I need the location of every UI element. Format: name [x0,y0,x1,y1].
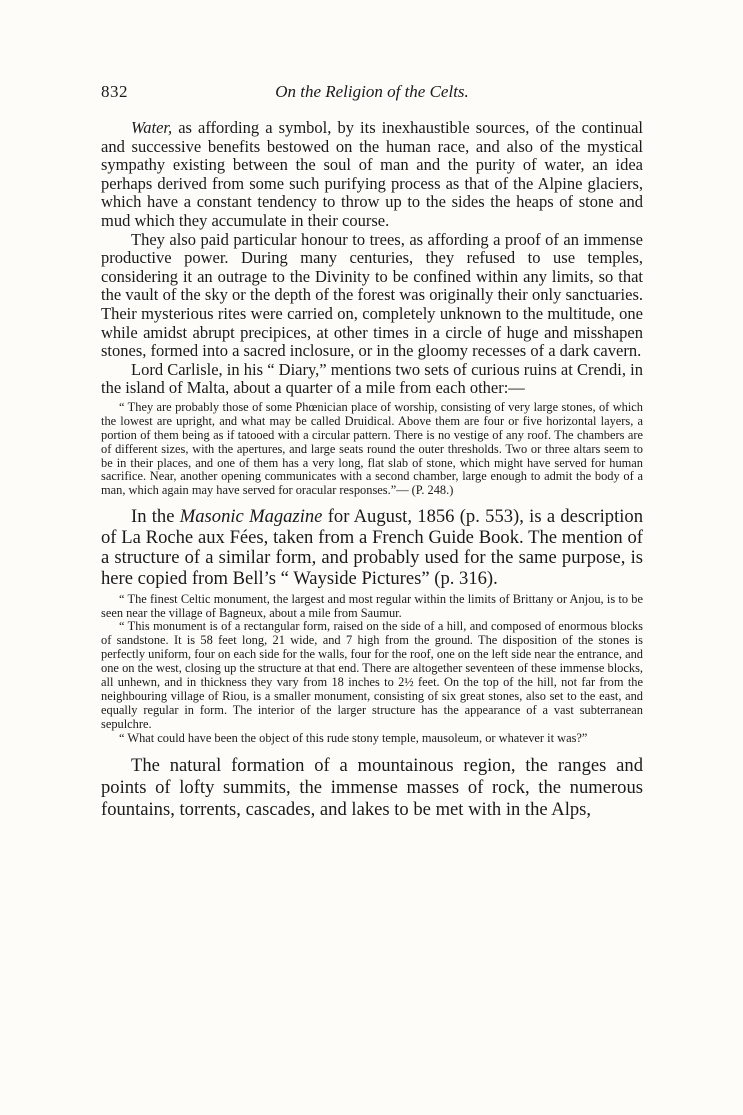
bell-quote-paragraph: “ What could have been the object of this rude stony temple, mausoleum, or whatever it was?” [119,730,588,745]
masonic-prefix: In the [131,506,180,528]
page-body [101,119,643,821]
page-header [101,82,643,104]
page-number: 832 [101,82,128,101]
carlisle-quote: “ They are probably those of some Phœnician place of worship, consisting of very large stones, of which the lowest are upright, and what may be called Druidical. Above them are four or five horizontal layers, a portion of them being as if tatooed with a circular pattern. There is no vestige of any roof. The chambers are of different sizes, with the apertures, and large seats round the outer thresholds. Two or three altars seem to be in their places, and one of them has a very long, flat slab of stone, which might have served for human sacrifice. Near, another opening communicates with a second chamber, large enough to admit the body of a man, which again may have served for oracular responses.”— (P. 248.) [101,399,643,498]
paragraph-water [101,119,643,231]
bell-quote-paragraph: “ The finest Celtic monument, the largest and most regular within the limits of Brittany or Anjou, is to be seen near the village of Bagneux, about a mile from Saumur. [101,591,643,620]
bell-quote-paragraph: “ This monument is of a rectangular form, raised on the side of a hill, and composed of enormous blocks of sandstone. It is 58 feet long, 21 wide, and 7 high from the ground. The disposition of the stones is perfectly uniform, four on each side for the walls, four for the roof, one on the left side near the entrance, and one on the west, closing up the structure at that end. There are altogether seventeen of these immense blocks, all unhewn, and in thickness they vary from 18 inches to 2½ feet. On the top of the hill, not far from the neighbouring village of Riou, is a smaller monument, consisting of six great stones, also set to the east, and equally regular in form. The interior of the larger structure has the appearance of a vast subterranean sepulchre. [101,619,643,731]
running-title: On the Religion of the Celts. [275,82,469,101]
alps-text: The natural formation of a mountainous region, the ranges and points of lofty summits, the immense masses of rock, the numerous fountains, torrents, cascades, and lakes to be met with in the Alps, [101,754,643,820]
water-lead-word: Water, [131,118,173,137]
bell-quote-block [101,593,643,746]
masonic-text: for August, 1856 (p. 553), is a description of La Roche aux Fées, taken from a French Guide Book. The mention of a structure of a similar form, and probably used for the same purpose, is here copied from Bell’s “ Wayside Pictures” (p. 316). [101,506,643,590]
water-text: as affording a symbol, by its inexhaustible sources, of the continual and successive benefits bestowed on the human race, and also of the mystical sympathy existing between the soul of man and the purity of water, an idea perhaps derived from some such purifying process as that of the Alpine glaciers, which have a constant tendency to throw up to the sides the heaps of stone and mud which they accumulate in their course. [101,118,643,230]
paragraph-trees: They also paid particular honour to trees, as affording a proof of an immense productive power. During many centuries, they refused to use temples, considering it an outrage to the Divinity to be confined within any limits, so that the vault of the sky or the depth of the forest was originally their only sanctuaries. Their mysterious rites were carried on, completely unknown to the multitude, one while amidst abrupt precipices, at other times in a circle of huge and misshapen stones, formed into a sacred inclosure, or in the gloomy recesses of a dark cavern. [101,229,643,361]
paragraph-alps [101,755,643,821]
paragraph-carlisle: Lord Carlisle, in his “ Diary,” mentions two sets of curious ruins at Crendi, in the island of Malta, about a quarter of a mile from each other:— [101,359,643,398]
masonic-magazine-title: Masonic Magazine [179,506,323,528]
paragraph-masonic [101,507,643,589]
